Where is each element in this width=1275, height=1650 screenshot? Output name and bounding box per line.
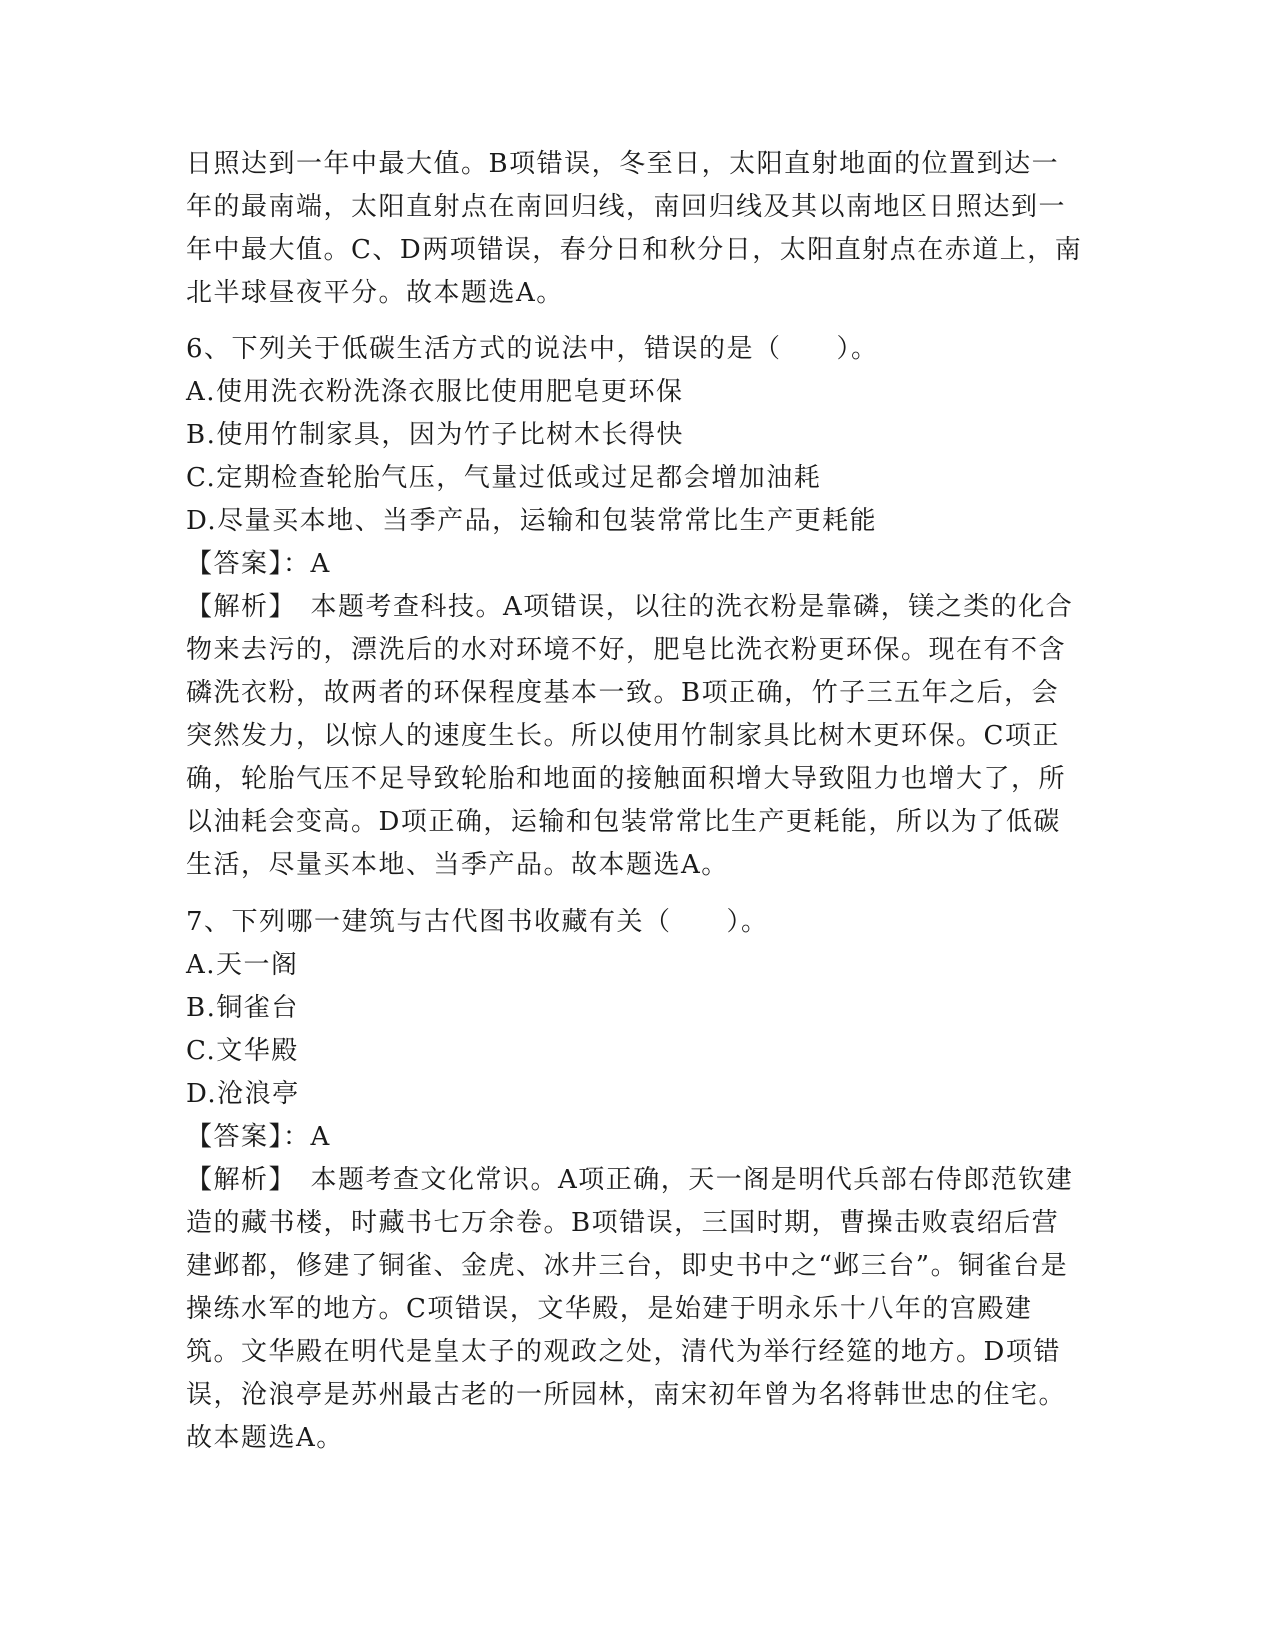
option-b: B.使用竹制家具，因为竹子比树木长得快: [186, 420, 684, 450]
option-b: B.铜雀台: [186, 993, 299, 1023]
option-d: D.尽量买本地、当季产品，运输和包装常常比生产更耗能: [186, 506, 878, 536]
explanation: 【解析】 本题考查文化常识。A项正确，天一阁是明代兵部右侍郎范钦建造的藏书楼，时藏书七万余卷。B项错误，三国时期，曹操击败袁绍后营建邺都，修建了铜雀、金虎、冰井三台，即史书中之“邺三台”。铜雀台是操练水军的地方。C项错误，文华殿，是始建于明永乐十八年的宫殿建筑。文华殿在明代是皇太子的观政之处，清代为举行经筵的地方。D项错误，沧浪亭是苏州最古老的一所园林，南宋初年曾为名将韩世忠的住宅。故本题选A。: [186, 1165, 1074, 1453]
question-stem: 6、下列关于低碳生活方式的说法中，错误的是（ ）。: [186, 334, 879, 364]
option-d: D.沧浪亭: [186, 1079, 300, 1109]
answer-line: 【答案】：A: [186, 549, 331, 579]
spacer: [186, 887, 1086, 901]
question-stem: 7、下列哪一建筑与古代图书收藏有关（ ）。: [186, 907, 769, 937]
previous-explanation-tail: 日照达到一年中最大值。B项错误，冬至日，太阳直射地面的位置到达一年的最南端，太阳直射点在南回归线，南回归线及其以南地区日照达到一年中最大值。C、D两项错误，春分日和秋分日，太阳直射点在赤道上，南北半球昼夜平分。故本题选A。: [186, 149, 1083, 308]
option-c: C.定期检查轮胎气压，气量过低或过足都会增加油耗: [186, 463, 822, 493]
document-page: [186, 143, 1086, 1460]
option-a: A.天一阁: [186, 950, 299, 980]
option-c: C.文华殿: [186, 1036, 299, 1066]
question-block-7: [186, 901, 1086, 1460]
option-a: A.使用洗衣粉洗涤衣服比使用肥皂更环保: [186, 377, 684, 407]
spacer: [186, 315, 1086, 328]
explanation: 【解析】 本题考查科技。A项错误，以往的洗衣粉是靠磷，镁之类的化合物来去污的，漂洗后的水对环境不好，肥皂比洗衣粉更环保。现在有不含磷洗衣粉，故两者的环保程度基本一致。B项正确，竹子三五年之后，会突然发力，以惊人的速度生长。所以使用竹制家具比树木更环保。C项正确，轮胎气压不足导致轮胎和地面的接触面积增大导致阻力也增大了，所以油耗会变高。D项正确，运输和包装常常比生产更耗能，所以为了低碳生活，尽量买本地、当季产品。故本题选A。: [186, 592, 1074, 880]
answer-line: 【答案】：A: [186, 1122, 331, 1152]
question-block-6: [186, 328, 1086, 887]
